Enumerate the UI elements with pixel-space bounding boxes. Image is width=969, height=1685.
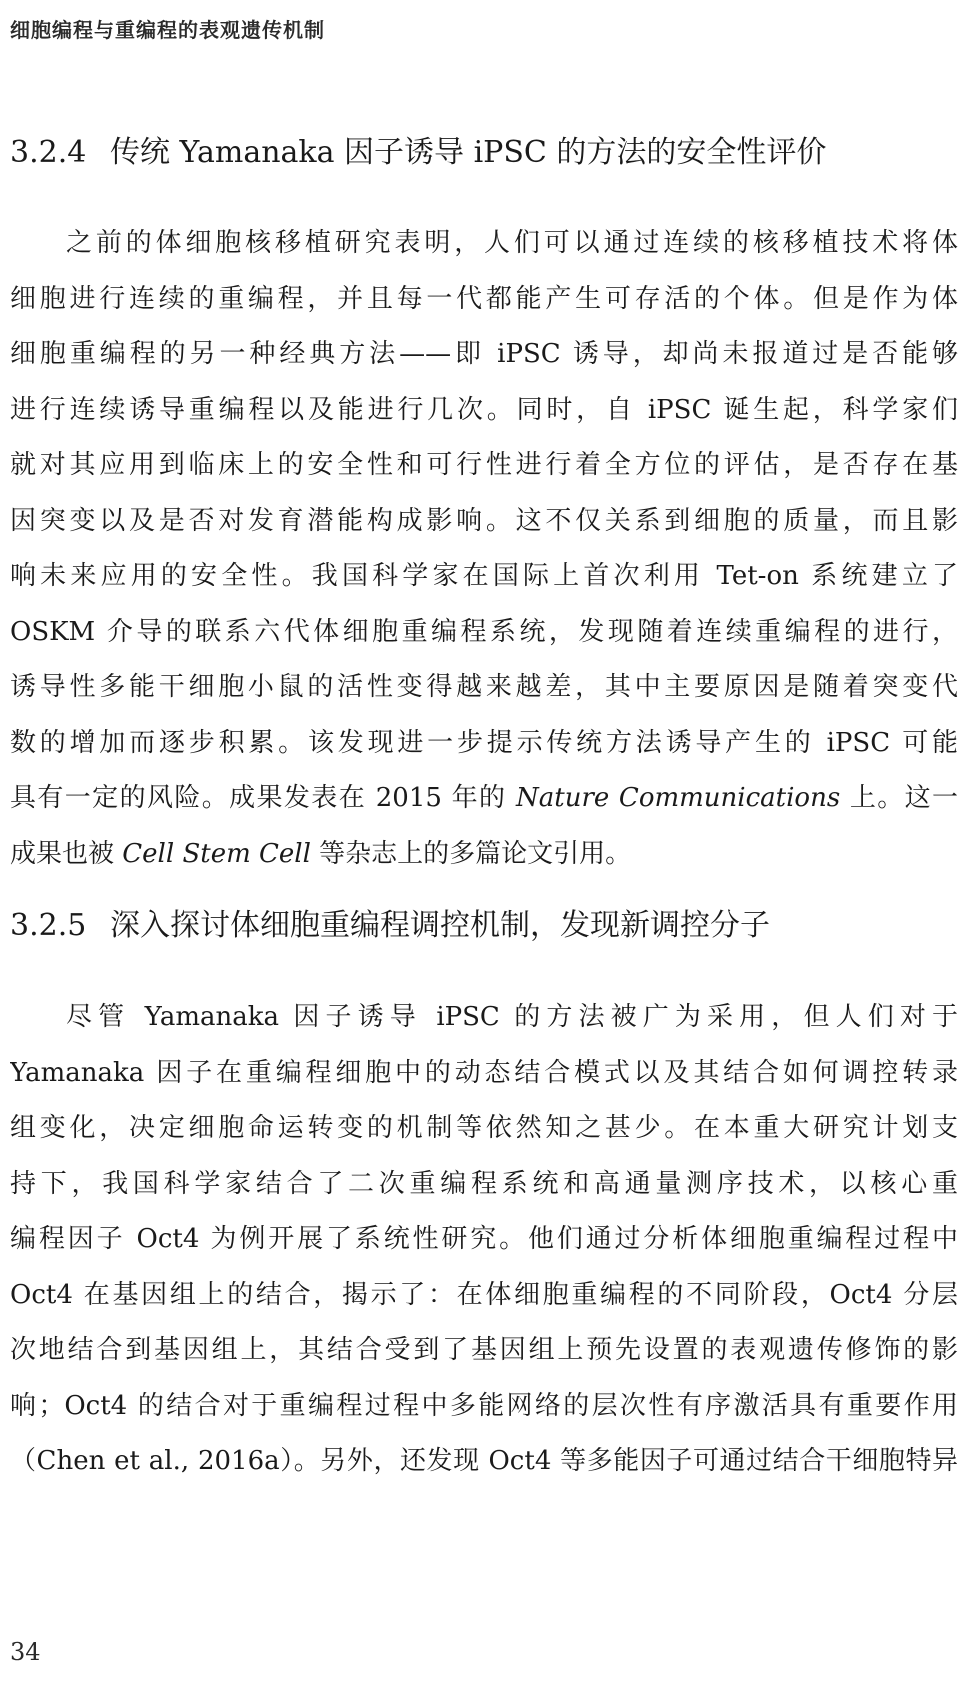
section-heading-3-2-4	[10, 135, 826, 171]
section-title: 深入探讨体细胞重编程调控机制，发现新调控分子	[110, 908, 770, 943]
text-line: 持下，我国科学家结合了二次重编程系统和高通量测序技术，以核心重	[10, 1168, 958, 1199]
section-number: 3.2.4	[10, 135, 87, 170]
text-line: 细胞进行连续的重编程，并且每一代都能产生可存活的个体。但是作为体	[10, 283, 958, 314]
section-heading-3-2-5	[10, 908, 770, 944]
text-line: 进行连续诱导重编程以及能进行几次。同时，自 iPSC 诞生起，科学家们	[10, 394, 958, 425]
text-line: 因突变以及是否对发育潜能构成影响。这不仅关系到细胞的质量，而且影	[10, 505, 958, 536]
text-line: 次地结合到基因组上，其结合受到了基因组上预先设置的表观遗传修饰的影	[10, 1335, 958, 1365]
running-header: 细胞编程与重编程的表观遗传机制	[10, 18, 325, 42]
text-line: 具有一定的风险。成果发表在 2015 年的 Nature Communications 上。这一	[10, 783, 958, 813]
text-line: Yamanaka 因子在重编程细胞中的动态结合模式以及其结合如何调控转录	[10, 1057, 958, 1088]
section-number: 3.2.5	[10, 908, 87, 943]
text-line: 响未来应用的安全性。我国科学家在国际上首次利用 Tet-on 系统建立了	[10, 561, 958, 591]
section-3-2-4-body	[10, 216, 958, 882]
section-3-2-5-body	[10, 990, 958, 1490]
text-line: 数的增加而逐步积累。该发现进一步提示传统方法诱导产生的 iPSC 可能	[10, 727, 958, 758]
text-line: 细胞重编程的另一种经典方法——即 iPSC 诱导，却尚未报道过是否能够	[10, 339, 958, 369]
page-number: 34	[10, 1638, 41, 1666]
text-line: 编程因子 Oct4 为例开展了系统性研究。他们通过分析体细胞重编程过程中	[10, 1224, 958, 1254]
section-title: 传统 Yamanaka 因子诱导 iPSC 的方法的安全性评价	[110, 135, 827, 170]
text-line: 组变化，决定细胞命运转变的机制等依然知之甚少。在本重大研究计划支	[10, 1113, 958, 1143]
text-line: OSKM 介导的联系六代体细胞重编程系统，发现随着连续重编程的进行，	[10, 616, 958, 647]
text-line: 成果也被 Cell Stem Cell 等杂志上的多篇论文引用。	[10, 838, 632, 869]
text-line: 之前的体细胞核移植研究表明，人们可以通过连续的核移植技术将体	[66, 228, 958, 258]
text-line: 响；Oct4 的结合对于重编程过程中多能网络的层次性有序激活具有重要作用	[10, 1390, 958, 1421]
text-line: Oct4 在基因组上的结合，揭示了：在体细胞重编程的不同阶段，Oct4 分层	[10, 1279, 958, 1310]
journal-name: Cell Stem Cell	[122, 838, 311, 869]
text-line: 诱导性多能干细胞小鼠的活性变得越来越差，其中主要原因是随着突变代	[10, 672, 958, 702]
journal-name: Nature Communications	[516, 783, 841, 813]
text-line: 尽管 Yamanaka 因子诱导 iPSC 的方法被广为采用，但人们对于	[66, 1002, 958, 1032]
text-line: （Chen et al., 2016a）。另外，还发现 Oct4 等多能因子可通过结合干细胞特异	[10, 1446, 958, 1476]
text-line: 就对其应用到临床上的安全性和可行性进行着全方位的评估，是否存在基	[10, 450, 958, 480]
